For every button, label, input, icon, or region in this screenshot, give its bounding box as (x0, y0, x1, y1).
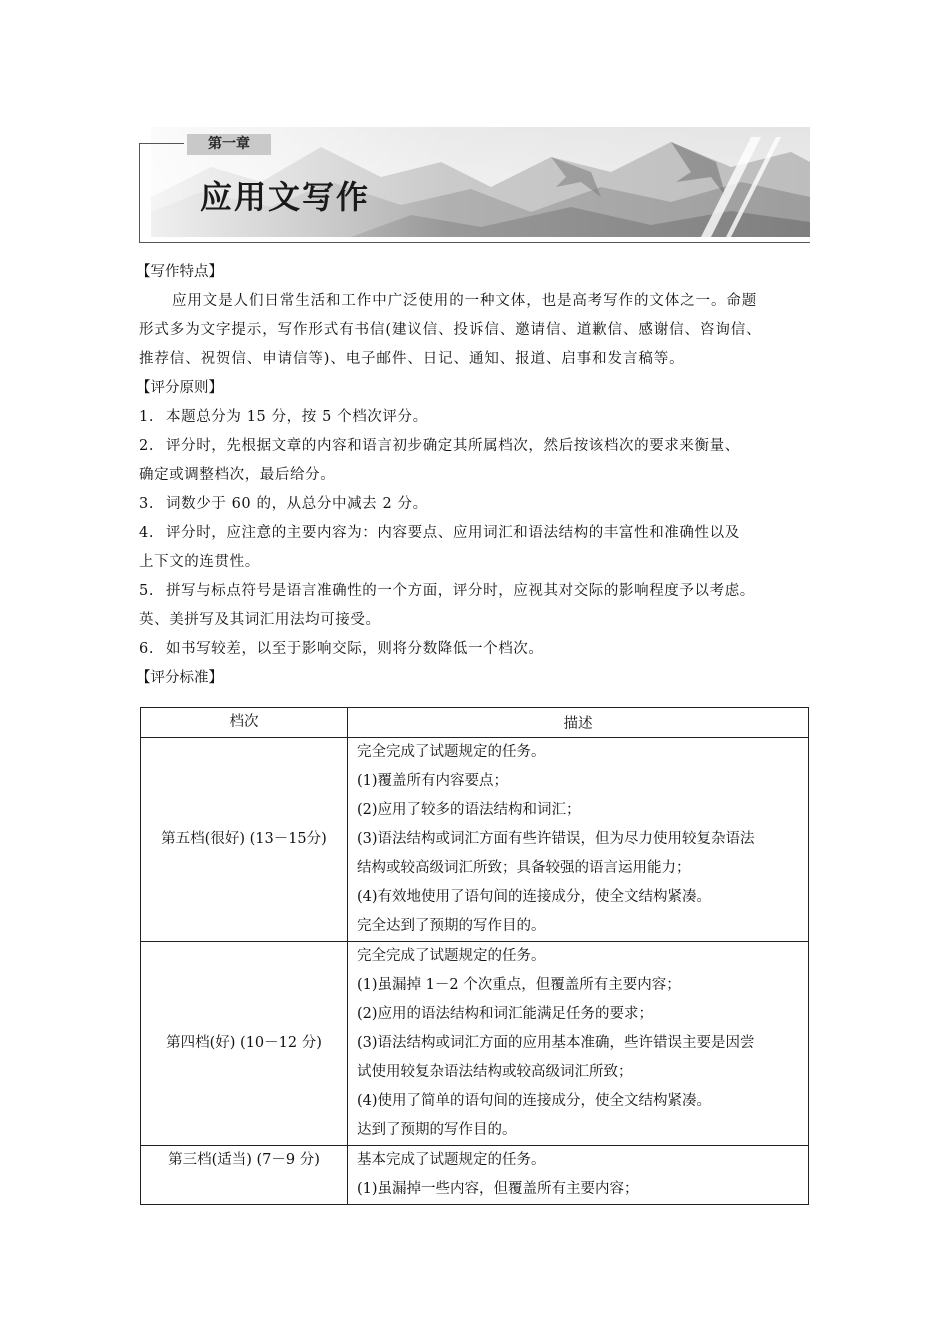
description-line: 完全完成了试题规定的任务。 (357, 948, 546, 964)
principle-item: 3. 词数少于 60 的，从总分中减去 2 分。 (139, 496, 428, 512)
chapter-title: 应用文写作 (200, 178, 371, 216)
table-row (141, 738, 809, 942)
scoring-standard-heading: 【评分标准】 (136, 670, 223, 686)
description-line: (3)语法结构或词汇方面有些许错误，但为尽力使用较复杂语法 (357, 831, 755, 847)
description-line: (2)应用了较多的语法结构和词汇； (357, 802, 581, 818)
scoring-standard-table (140, 707, 809, 1205)
level-cell: 第五档(很好) (13－15分) (141, 738, 348, 942)
description-line: (1)虽漏掉一些内容，但覆盖所有主要内容； (357, 1181, 639, 1197)
description-line: (3)语法结构或词汇方面的应用基本准确，些许错误主要是因尝 (357, 1035, 755, 1051)
principle-item: 5. 拼写与标点符号是语言准确性的一个方面，评分时，应视其对交际的影响程度予以考虑。 (139, 583, 755, 599)
description-line: 达到了预期的写作目的。 (357, 1122, 517, 1138)
banner-frame-left (139, 143, 140, 243)
table-header-row (141, 708, 809, 738)
principle-item-cont: 英、美拼写及其词汇用法均可接受。 (139, 612, 381, 628)
description-line: 完全达到了预期的写作目的。 (357, 918, 546, 934)
principle-item: 6. 如书写较差，以至于影响交际，则将分数降低一个档次。 (139, 641, 544, 657)
column-header-level: 档次 (141, 708, 348, 738)
document-body (136, 258, 829, 693)
description-line: 完全完成了试题规定的任务。 (357, 744, 546, 760)
description-cell (348, 1146, 809, 1205)
table-row (141, 942, 809, 1146)
writing-features-line: 形式多为文字提示，写作形式有书信(建议信、投诉信、邀请信、道歉信、感谢信、咨询信、 (139, 322, 762, 338)
principle-item-cont: 确定或调整档次，最后给分。 (139, 467, 336, 483)
principle-item: 2. 评分时，先根据文章的内容和语言初步确定其所属档次，然后按该档次的要求来衡量、 (139, 438, 740, 454)
writing-features-line: 应用文是人们日常生活和工作中广泛使用的一种文体，也是高考写作的文体之一。命题 (172, 293, 758, 309)
banner-rule (139, 143, 184, 144)
description-cell (348, 942, 809, 1146)
description-line: (2)应用的语法结构和词汇能满足任务的要求； (357, 1006, 654, 1022)
description-line: (4)有效地使用了语句间的连接成分，使全文结构紧凑。 (357, 889, 712, 905)
description-line: 结构或较高级词汇所致；具备较强的语言运用能力； (357, 860, 691, 876)
column-header-description: 描述 (348, 708, 809, 738)
level-cell: 第四档(好) (10－12 分) (141, 942, 348, 1146)
description-line: (1)虽漏掉 1－2 个次重点，但覆盖所有主要内容； (357, 977, 681, 993)
table-row (141, 1146, 809, 1205)
description-line: 基本完成了试题规定的任务。 (357, 1152, 546, 1168)
description-cell (348, 738, 809, 942)
writing-features-heading: 【写作特点】 (136, 264, 223, 280)
principle-item: 4. 评分时，应注意的主要内容为：内容要点、应用词汇和语法结构的丰富性和准确性以及 (139, 525, 740, 541)
description-line: 试使用较复杂语法结构或较高级词汇所致； (357, 1064, 633, 1080)
principle-item: 1. 本题总分为 15 分，按 5 个档次评分。 (139, 409, 428, 425)
chapter-banner (139, 123, 810, 243)
chapter-label: 第一章 (187, 134, 271, 155)
banner-frame-bottom (139, 242, 810, 243)
principle-item-cont: 上下文的连贯性。 (139, 554, 260, 570)
scoring-principles-heading: 【评分原则】 (136, 380, 223, 396)
description-line: (1)覆盖所有内容要点； (357, 773, 509, 789)
level-cell: 第三档(适当) (7－9 分) (141, 1146, 348, 1205)
writing-features-line: 推荐信、祝贺信、申请信等)、电子邮件、日记、通知、报道、启事和发言稿等。 (139, 351, 685, 367)
description-line: (4)使用了简单的语句间的连接成分，使全文结构紧凑。 (357, 1093, 712, 1109)
